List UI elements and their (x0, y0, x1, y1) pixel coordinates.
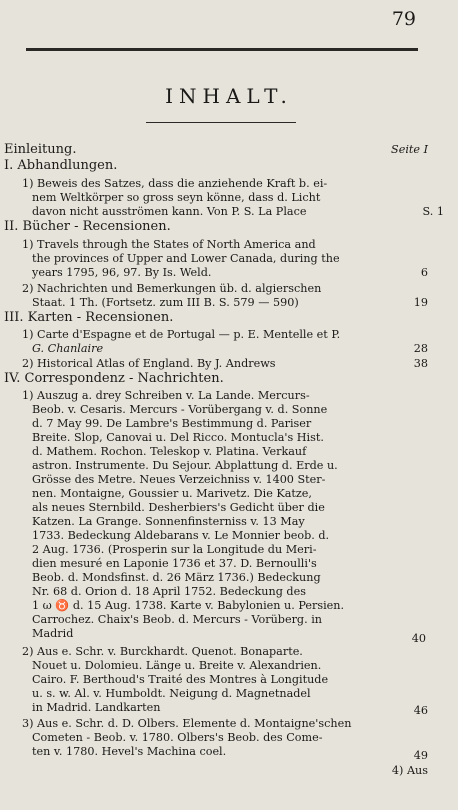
toc-entry: 2) Aus e. Schr. v. Burckhardt. Quenot. Bonaparte. (22, 645, 303, 658)
catchword: 4) Aus (391, 764, 428, 777)
toc-page: 28 (413, 342, 428, 355)
toc-entry: 1733. Bedeckung Aldebarans v. Le Monnier beob. d. (32, 529, 330, 542)
toc-section-heading: II. Bücher - Recensionen. (4, 219, 171, 234)
toc-entry: 1) Carte d'Espagne et de Portugal — p. E. Mentelle et P. (22, 328, 341, 341)
toc-entry: G. Chanlaire (32, 342, 104, 355)
toc-entry: 2) Historical Atlas of England. By J. Andrews (22, 357, 276, 370)
toc-page: Seite I (391, 143, 428, 156)
toc-entry: nen. Montaigne, Goussier u. Marivetz. Die Katze, (32, 487, 312, 500)
toc-entry: Madrid (32, 627, 74, 640)
toc-entry: Nouet u. Dolomieu. Länge u. Breite v. Alexandrien. (32, 659, 322, 672)
toc-entry: davon nicht ausströmen kann. Von P. S. La Place (32, 205, 307, 218)
toc-section-heading: IV. Correspondenz - Nachrichten. (4, 371, 224, 386)
toc-page: 40 (411, 632, 426, 645)
toc-entry: 2 Aug. 1736. (Prosperin sur la Longitude du Meri- (32, 543, 317, 556)
toc-entry: Katzen. La Grange. Sonnenfinsterniss v. 13 May (32, 515, 305, 528)
toc-entry: Grösse des Metre. Neues Verzeichniss v. 1400 Ster- (32, 473, 326, 486)
page-title: INHALT. (165, 84, 293, 108)
toc-section-heading: I. Abhandlungen. (4, 158, 118, 173)
toc-page: S. 1 (422, 205, 444, 218)
toc-entry: in Madrid. Landkarten (32, 701, 161, 714)
toc-entry: 1 ω ♉ d. 15 Aug. 1738. Karte v. Babylonien u. Persien. (32, 599, 345, 612)
toc-entry: 2) Nachrichten und Bemerkungen üb. d. algierschen (22, 282, 322, 295)
toc-entry: 3) Aus e. Schr. d. D. Olbers. Elemente d. Montaigne'schen (22, 717, 352, 730)
toc-entry: 1) Travels through the States of North America and (22, 238, 316, 251)
toc-entry: d. Mathem. Rochon. Teleskop v. Platina. Verkauf (32, 445, 307, 458)
title-rule (146, 122, 296, 123)
toc-entry: u. s. w. Al. v. Humboldt. Neigung d. Magnetnadel (32, 687, 311, 700)
toc-entry: Carrochez. Chaix's Beob. d. Mercurs - Vorüberg. in (32, 613, 322, 626)
toc-entry: Beob. v. Cesaris. Mercurs - Vorübergang v. d. Sonne (32, 403, 328, 416)
toc-page: 46 (413, 704, 428, 717)
toc-entry: Breite. Slop, Canovai u. Del Ricco. Montucla's Hist. (32, 431, 324, 444)
toc-entry: Cairo. F. Berthoud's Traité des Montres à Longitude (32, 673, 329, 686)
toc-entry: Nr. 68 d. Orion d. 18 April 1752. Bedeckung des (32, 585, 306, 598)
header-rule (26, 48, 418, 51)
toc-entry: dien mesuré en Laponie 1736 et 37. D. Bernoulli's (32, 557, 317, 570)
toc-entry: 1) Auszug a. drey Schreiben v. La Lande. Mercurs- (22, 389, 310, 402)
toc-page: 38 (413, 357, 428, 370)
toc-entry: als neues Sternbild. Desherbiers's Gedicht über die (32, 501, 325, 514)
page-number: 79 (391, 8, 416, 30)
toc-entry: d. 7 May 99. De Lambre's Bestimmung d. Pariser (32, 417, 312, 430)
toc-page: 19 (413, 296, 428, 309)
toc-entry: the provinces of Upper and Lower Canada, during the (32, 252, 340, 265)
toc-entry: astron. Instrumente. Du Sejour. Abplattung d. Erde u. (32, 459, 338, 472)
toc-entry: Einleitung. (4, 142, 77, 157)
toc-page: 6 (420, 266, 428, 279)
toc-entry: ten v. 1780. Hevel's Machina coel. (32, 745, 227, 758)
toc-entry: 1) Beweis des Satzes, dass die anziehende Kraft b. ei- (22, 177, 328, 190)
toc-entry: nem Weltkörper so gross seyn könne, dass d. Licht (32, 191, 321, 204)
toc-section-heading: III. Karten - Recensionen. (4, 310, 174, 325)
toc-entry: Beob. d. Mondsfinst. d. 26 März 1736.) Bedeckung (32, 571, 321, 584)
toc-entry: Cometen - Beob. v. 1780. Olbers's Beob. des Come- (32, 731, 323, 744)
toc-entry: Staat. 1 Th. (Fortsetz. zum III B. S. 579 — 590) (32, 296, 299, 309)
toc-page: 49 (413, 749, 428, 762)
toc-entry: years 1795, 96, 97. By Is. Weld. (32, 266, 212, 279)
